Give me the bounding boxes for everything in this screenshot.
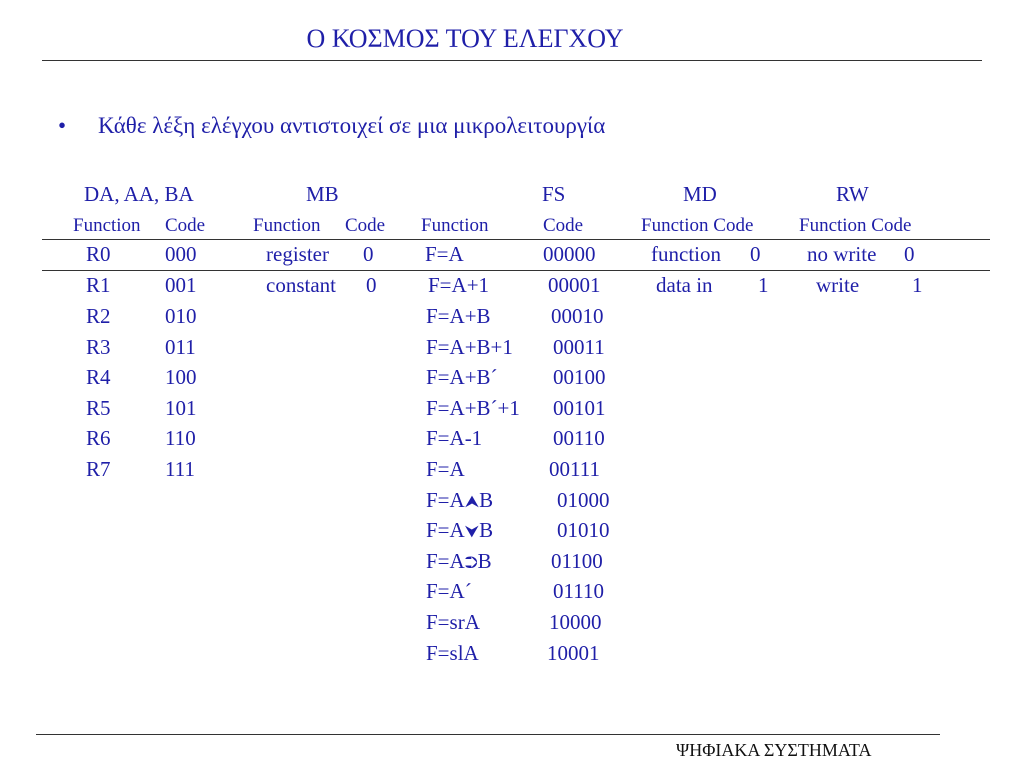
table-header-divider (42, 239, 990, 240)
subheader-md-function-code: Function Code (641, 215, 754, 236)
footer-text: ΨΗΦΙΑΚΑ ΣΥΣΤΗΜΑΤΑ (676, 740, 872, 760)
fs-row-code: 10001 (547, 641, 600, 665)
fs-row-code: 00110 (553, 426, 605, 450)
header-rw: RW (836, 182, 869, 206)
fs-row-code: 00001 (548, 273, 601, 297)
subheader-fs-code: Code (543, 215, 584, 236)
fs-row-code: 01110 (553, 579, 604, 603)
and-operator-icon: ⮝ (464, 492, 480, 512)
da-r3-code: 011 (165, 335, 196, 359)
fs-row-function: F=A+B´+1 (426, 396, 520, 420)
fs-row-function: F=A´ (426, 579, 472, 603)
header-md: MD (683, 182, 717, 206)
mb-register-code: 0 (363, 242, 374, 266)
fs-row-code: 01100 (551, 549, 603, 573)
fs-row-function: F=A+1 (428, 273, 490, 297)
rw-write-code: 1 (912, 273, 923, 297)
header-fs: FS (542, 182, 566, 206)
da-r7-function: R7 (86, 457, 111, 481)
mb-register-function: register (266, 242, 329, 266)
xor-operator-icon: ⮊ (464, 553, 478, 573)
subheader-mb-code: Code (345, 215, 386, 236)
fs-row-function: F=slA (426, 641, 479, 665)
fs-row-function: F=A⮟B (426, 518, 494, 542)
md-datain-code: 1 (758, 273, 769, 297)
da-r0-code: 000 (165, 242, 197, 266)
subheader-da-function: Function (73, 215, 141, 236)
da-r1-function: R1 (86, 273, 111, 297)
fs-row-code: 00010 (551, 304, 604, 328)
fs-row-code: 00011 (553, 335, 605, 359)
title-divider (42, 60, 982, 61)
da-r6-code: 110 (165, 426, 196, 450)
table-row-divider (42, 270, 990, 271)
bullet-item (58, 113, 605, 139)
fs-row-code: 10000 (549, 610, 602, 634)
fs-row-function: F=A+B+1 (426, 335, 513, 359)
da-r4-function: R4 (86, 365, 111, 389)
header-da-aa-ba: DA, AA, BA (84, 182, 194, 206)
bullet-marker: • (58, 113, 67, 138)
subheader-rw-function-code: Function Code (799, 215, 912, 236)
fs-row-function: F=A-1 (426, 426, 483, 450)
da-r0-function: R0 (86, 242, 111, 266)
fs-row-function: F=A+B (426, 304, 491, 328)
fs-row-function: F=A (426, 457, 465, 481)
subheader-fs-function: Function (421, 215, 489, 236)
subheader-mb-function: Function (253, 215, 321, 236)
da-r5-function: R5 (86, 396, 111, 420)
subheader-da-code: Code (165, 215, 206, 236)
da-r2-code: 010 (165, 304, 197, 328)
rw-write-function: write (816, 273, 860, 297)
rw-nowrite-function: no write (807, 242, 877, 266)
da-r7-code: 111 (165, 457, 195, 481)
da-r2-function: R2 (86, 304, 111, 328)
bullet-text: Κάθε λέξη ελέγχου αντιστοιχεί σε μια μικρολειτουργία (98, 113, 606, 138)
fs-row-code: 01010 (557, 518, 610, 542)
da-r5-code: 101 (165, 396, 197, 420)
mb-constant-function: constant (266, 273, 336, 297)
footer-divider (36, 734, 940, 735)
fs-row-code: 00111 (549, 457, 600, 481)
md-function-function: function (651, 242, 721, 266)
da-r1-code: 001 (165, 273, 197, 297)
fs-row-code: 00101 (553, 396, 606, 420)
da-r6-function: R6 (86, 426, 111, 450)
or-operator-icon: ⮟ (464, 522, 480, 542)
fs-row-function: F=srA (426, 610, 480, 634)
rw-nowrite-code: 0 (904, 242, 915, 266)
page-title: Ο ΚΟΣΜΟΣ ΤΟΥ ΕΛΕΓΧΟΥ (306, 24, 624, 53)
fs-row-function: F=A⮝B (426, 488, 494, 512)
header-mb: MB (306, 182, 339, 206)
fs-row-code: 00100 (553, 365, 606, 389)
fs-row-function: F=A⮊B (426, 549, 492, 573)
fs-row-code: 00000 (543, 242, 596, 266)
da-r3-function: R3 (86, 335, 111, 359)
mb-constant-code: 0 (366, 273, 377, 297)
md-function-code: 0 (750, 242, 761, 266)
fs-row-code: 01000 (557, 488, 610, 512)
md-datain-function: data in (656, 273, 713, 297)
fs-row-function: F=A+B´ (426, 365, 498, 389)
fs-row-function: F=A (425, 242, 464, 266)
da-r4-code: 100 (165, 365, 197, 389)
